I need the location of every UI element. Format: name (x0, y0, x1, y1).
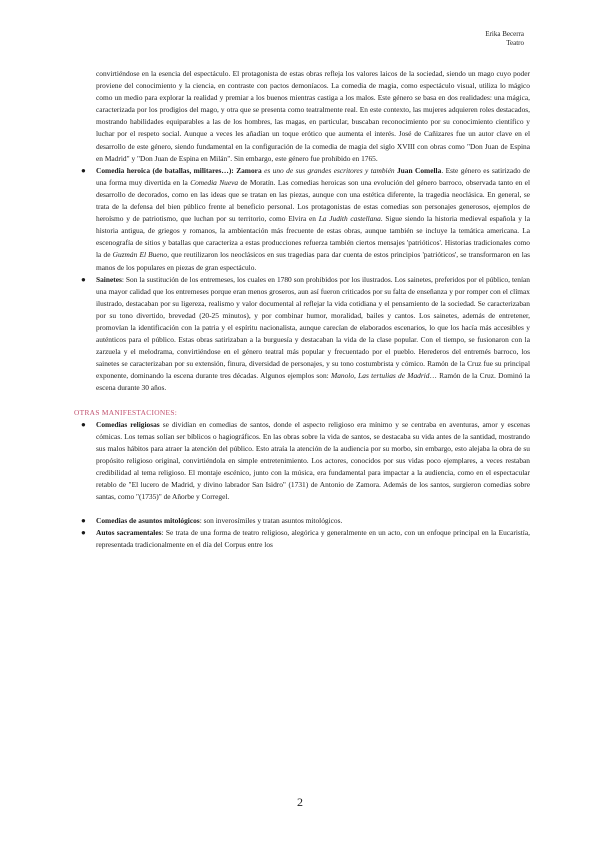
bullet-text-part: . Este género es satirizado de una forma muy divertida en la (96, 165, 531, 187)
bullet-text-part: Las tertulias de Madrid (358, 371, 430, 381)
bullet-dot-icon: ● (81, 165, 86, 175)
bullet-text-part: , (354, 371, 359, 381)
bullet-item (81, 419, 531, 504)
header-subject: Teatro (506, 39, 524, 47)
bullet-text: : Se trata de una forma de teatro religioso, alegórica y generalmente en un acto, con un enfoque principal en la Eucaristía, representada tradicionalmente en el día del Corpus entre los (96, 528, 530, 550)
bullet-dot-icon: ● (81, 528, 86, 538)
bullet-text-part: La Judith castellana (318, 214, 381, 224)
bullet-text-part: es uno de (261, 165, 296, 175)
bullet-text-part: Guzmán El Bueno (112, 250, 168, 260)
bullet-title: Sainetes (96, 274, 122, 284)
page-header (485, 30, 524, 48)
bullet-dot-icon: ● (81, 419, 86, 429)
header-author: Erika Becerra (485, 30, 524, 38)
bullet-text-part: . Sigue siendo la historia medieval española y la historia antigua, de griegos y romanos, la ambientación más frecuente de estas obras, aunque también se incluye la temática americana. La escenografía de sitios y batallas que caracteriza a estas producciones refuerza también ciertos mensajes 'patrióticos'. Historias tradicionales como la de (96, 214, 531, 260)
bullet-dot-icon: ● (81, 516, 86, 526)
bullet-item (81, 274, 530, 395)
bullet-title: Comedias de asuntos mitológicos (96, 516, 200, 526)
page-number: 2 (297, 795, 303, 809)
bullet-text-part: , que reutilizaron los neoclásicos en sus tragedias para dar cuenta de estos principios 'patrióticos', se transformaron en las manos de los populares en piezas de gran espectáculo. (96, 250, 530, 272)
genre-bullet-list (81, 165, 531, 395)
bullet-item (81, 165, 531, 274)
document-body (74, 68, 531, 552)
bullet-item (81, 527, 530, 551)
bullet-item (81, 515, 530, 527)
bullet-text-part: : Son la sustitución de los entremeses, los cuales en 1780 son prohibidos por los ilustrados. Los sainetes, preferidos por el público, tenían una mayor calidad que los entremeses porque eran menos groseros, aun así fueron criticados por su falta de enseñanza y por romper con el clímax ilustrado, destacaban por su ligereza, realismo y valor documental al reflejar la vida cotidiana y el pensamiento de la sociedad. Se caracterizaban por su tono divertido, brevedad (20-25 minutos), y por combinar humor, moralidad, bailes y cantos. Los sainetes, además de entretener, promovían la identificación con la patria y el espíritu nacionalista, aunque carecían de elaborados escenarios, lo que los hacía más accesibles y auténticos para el público. Estas obras satirizaban a la burguesía y destacaban la vida de la clase popular. Con el tiempo, se fusionaron con la zarzuela y el melodrama, convirtiéndose en el género teatral más popular y frecuentado por el pueblo. Herederos del entremés barroco, los sainetes se caracterizaban por su extensión, finura, diversidad de personajes, y su tono costumbrista y cómico. Ramón de la Cruz fue su principal exponente, dominando la escena durante tres décadas. Algunos ejemplos son: (96, 274, 530, 381)
other-manifestations-list (81, 419, 531, 552)
intro-paragraph: convirtiéndose en la esencia del espectáculo. El protagonista de estas obras refleja los valores laicos de la sociedad, siendo un mago cuyo poder proviene del conocimiento y la ciencia, en contraste con pactos demoníacos. La comedia de magia, como espectáculo visual, utiliza lo mágico como un medio para explorar la realidad y premiar a los buenos mientras castiga a los malos. Este género se basa en dos realidades: una mágica, caracterizada por los prodigios del mago, y otra que se presenta como teatralmente real. En este contexto, las mujeres adquieren roles destacados, mostrando habilidades equiparables a las de los hombres, las magas, en particular, buscaban reconocimiento por su conocimiento científico y luchar por el respeto social. Aunque a veces les añadían un toque erótico que aumenta el interés. José de Cañizares fue un autor clave en el desarrollo de este género, siendo fundamental en la configuración de la comedia de magia del siglo XVIII con obras como "Don Juan de Espina en Madrid" y "Don Juan de Espina en Milán". Sin embargo, este género fue prohibido en 1765. (96, 69, 530, 163)
bullet-text-part: Zamora (236, 165, 262, 175)
bullet-text-part: de Moratín. Las comedias heroicas son una evolución del género barroco, observada tanto en el desarrollo de decorados, como en las ideas que se tratan en las piezas, aunque con una estética diferente, la tragedia neoclásica. En general, se trata de la defensa del bien público frente al beneficio personal. Los protagonistas de estas comedias son personajes generosos, ejemplos de heroísmo y de patriotismo, que luchan por su territorio, como Elvira en (96, 177, 531, 224)
bullet-text: se dividían en comedias de santos, donde el aspecto religioso era mínimo y se centraba en aventuras, amor y escenas cómicas. Los temas solían ser bíblicos o hagiográficos. En las obras sobre la vida de santos, se destacaba su vida antes de la santidad, mostrando sus malos hábitos para atraer la atención del público. Esto atraía la atención de la audiencia por su morbo, sin embargo, esto alejaba la obra de su propósito religioso original, convirtiéndola en simple entretenimiento. Los actores, conocidos por sus vidas poco ejemplares, a veces restaban credibilidad al tema religioso. El montaje escénico, junto con la música, era fundamental para impactar a la audiencia, como en el espectacular retablo de "El lucero de Madrid, y divino labrador San Isidro" (1731) de Antonio de Zamora. Además de los santos, surgieron comedias sobre santas, como "(1735)" de Añorbe y Corregel. (96, 419, 531, 502)
bullet-title: Autos sacramentales (96, 528, 162, 538)
bullet-dot-icon: ● (81, 274, 86, 284)
bullet-text-part: sus grandes escritores y también (295, 165, 397, 175)
bullet-title: Comedia heroica (de batallas, militares…): (96, 165, 234, 175)
bullet-text-part: … Ramón de la Cruz. Dominó la escena durante 30 años. (96, 371, 530, 393)
bullet-text-part: Comedia Nueva (190, 177, 239, 187)
bullet-text-part: Manolo (331, 371, 355, 381)
bullet-text: : son inverosímiles y tratan asuntos mitológicos. (199, 516, 343, 526)
bullet-title: Comedias religiosas (96, 419, 160, 429)
list-spacer (96, 503, 530, 515)
bullet-text-part: Juan Comella (396, 165, 442, 175)
section-heading: OTRAS MANIFESTACIONES: (74, 407, 178, 417)
